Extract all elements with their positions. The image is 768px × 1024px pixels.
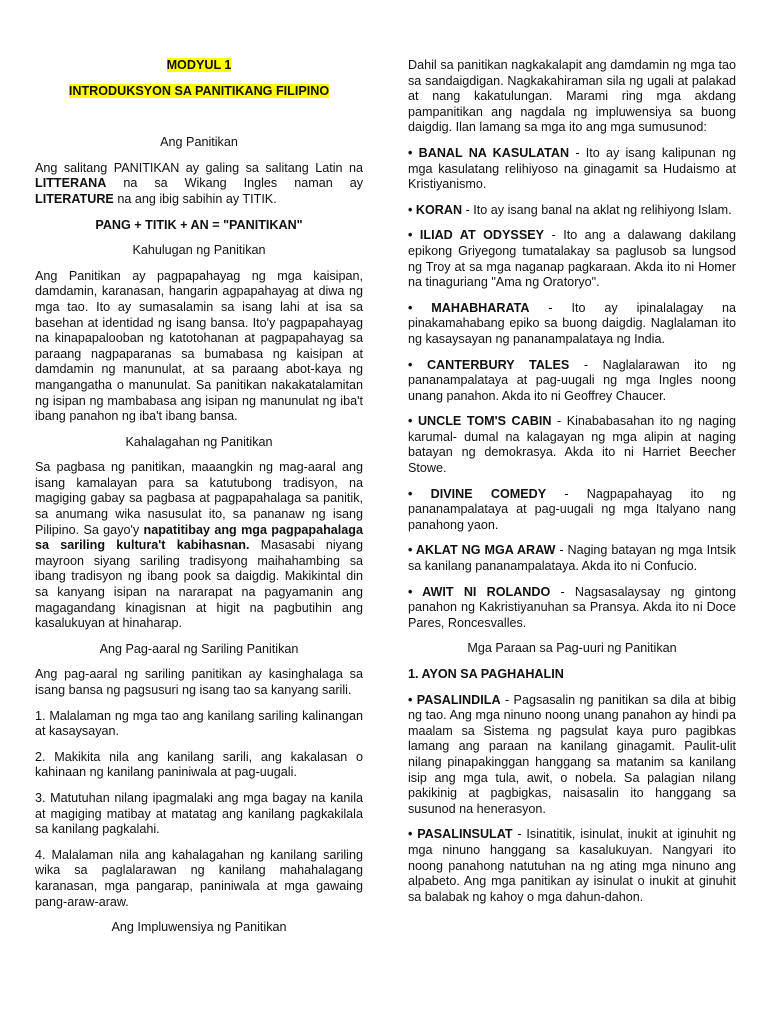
paragraph-impluwensiya: Dahil sa panitikan nagkakalapit ang damdamin ng mga tao sa sandaigdigan. Nagkakahiraman sila ng ugali at palakad at nang kakatulungan. Marami ring mga akdang pampanitikan ang nagdala ng impluwensiya sa buong daigdig. Ilan lamang sa mga ito ang mga sumusunod: — [408, 58, 736, 135]
module-heading: MODYUL 1 — [166, 58, 232, 72]
list-item-1: 1. Malalaman ng mga tao ang kanilang sariling kalinangan at kasaysayan. — [35, 708, 363, 739]
work-banal-na-kasulatan: • BANAL NA KASULATAN - Ito ay isang kalipunan ng mga kasulatang relihiyoso na ginagamit sa Hudaismo at Kristiyanismo. — [408, 145, 736, 192]
work-koran: • KORAN - Ito ay isang banal na aklat ng relihiyong Islam. — [408, 202, 732, 217]
intro-title: INTRODUKSYON SA PANITIKANG FILIPINO — [68, 83, 330, 98]
work-iliad-odyssey: • ILIAD AT ODYSSEY - Ito ang a dalawang dakilang epikong Griyegong tumatalakay sa paglusob sa lungsod ng Troy at sa mga naganap pagkaraan. Akda ito ni Homer na tinaguriang "Ama ng Oratoryo". — [408, 228, 736, 290]
formula: PANG + TITIK + AN = "PANITIKAN" — [95, 217, 303, 232]
right-column — [408, 58, 736, 915]
paragraph-kahulugan: Ang Panitikan ay pagpapahayag ng mga kaisipan, damdamin, karanasan, hangarin agpapahayag at diwa ng mga tao. Ito ay sumasalamin sa isang lahi at isa sa basehan at identidad ng isang bansa. Ito'y pagpapahayag na kinapapalooban ng katotohanan at pagpapahayag sa paraang nagpaparanas sa bumabasa ng kaisipan at damdamin ng manunulat, at sa paraang abot-kaya ng mangangatha o manunulat. Sa panitikan nakakatalamitan ng isipan ng mambabasa ang isipan ng manunulat ng iba't ibang panahon ng iba't ibang bansa. — [35, 268, 363, 424]
work-canterbury-tales: • CANTERBURY TALES - Naglalarawan ito ng pananampalataya at pag-uugali ng mga Ingles noong unang panahon. Akda ito ni Geoffrey Chaucer. — [408, 357, 736, 403]
work-uncle-toms-cabin: • UNCLE TOM'S CABIN - Kinababasahan ito ng naging karumal- dumal na kalagayan ng mga alipin at naging batayan ng demokrasya. Akda ito ni Harriet Beecher Stowe. — [408, 414, 736, 476]
list-item-4: 4. Malalaman nila ang kahalagahan ng kanilang sariling wika sa paglalarawan ng kanilang mahahalagang karanasan, mga pangarap, paniniwala at mga gawaing pang-araw-araw. — [35, 847, 363, 909]
paragraph-kahalagahan: Sa pagbasa ng panitikan, maaangkin ng mag-aaral ang isang kamalayan para sa katutubong tradisyon, na magiging gabay sa pagbasa at pagpapahalaga sa panitik, sa anumang wika nasusulat ito, sa pananaw ng isang Pilipino. Sa gayo'y napatitibay ang mga pagpapahalaga sa sariling kultura't kabihasnan. Masasabi niyang mayroon siyang sariling tradisyong maihahambing sa ibang tradisyon ng ibang pook sa daigdig. Makikintal din sa kanyang isipan na nararapat na pagyamanin ang magagandang kinagisnan at higit na pagbutihin ang kasalukuyan at hinaharap. — [35, 460, 363, 631]
left-column — [35, 58, 363, 946]
list-item-2: 2. Makikita nila ang kanilang sarili, ang kakalasan o kahinaan ng kanilang paniniwala at pag-uugali. — [35, 749, 363, 780]
paragraph-panitikan: Ang salitang PANITIKAN ay galing sa salitang Latin na LITTERANA na sa Wikang Ingles naman ay LITERATURE na ang ibig sabihin ay TITIK. — [35, 160, 363, 206]
heading-impluwensiya: Ang Impluwensiya ng Panitikan — [111, 920, 287, 935]
work-divine-comedy: • DIVINE COMEDY - Nagpapahayag ito ng pananampalataya at pag-uugali ng mga Italyano nang panahong yaon. — [408, 486, 736, 532]
heading-kahulugan: Kahulugan ng Panitikan — [132, 243, 266, 258]
work-aklat-ng-mga-araw: • AKLAT NG MGA ARAW - Naging batayan ng mga Intsik sa kanilang pananampalataya. Akda ito ni Confucio. — [408, 543, 736, 574]
heading-paraan: Mga Paraan sa Pag-uuri ng Panitikan — [467, 641, 677, 656]
paragraph-pagaaral: Ang pag-aaral ng sariling panitikan ay kasinghalaga sa isang bansa ng pagsusuri ng isang tao sa kanyang sarili. — [35, 667, 363, 697]
list-item-3: 3. Matutuhan nilang ipagmalaki ang mga bagay na kanila at magiging matibay at matatag ang kanilang pagkakilala sa kanilang pagkalahi. — [35, 790, 363, 837]
heading-ayon-sa-paghahalin: 1. AYON SA PAGHAHALIN — [408, 667, 564, 681]
form-pasalinsulat: • PASALINSULAT - Isinatitik, isinulat, inukit at iginuhit ng mga ninuno hanggang sa kasalukuyan. Nangyari ito noong panahong natutuhan na ng ating mga ninuno ang alpabeto. Ang mga panitikan ay isinulat o inukit at ginuhit sa balabak ng kahoy o mga dahun-dahon. — [408, 827, 736, 904]
heading-pagaaral: Ang Pag-aaral ng Sariling Panitikan — [99, 641, 299, 656]
form-pasalindila: • PASALINDILA - Pagsasalin ng panitikan sa dila at bibig ng tao. Ang mga ninuno noong unang panahon ay hindi pa maalam sa Sistema ng pagsulat kaya puro pagibkas lamang ang paraan na kanilang ginagamit. Paulit-ulit nilang pinapakinggan hanggang sa matanim sa kanilang isip ang mga tula, awit, o nobela. Sa palagian nilang pakikinig at pagbigkas, naisasalin ito hanggang sa susunod na henerasyon. — [408, 692, 737, 816]
work-mahabharata: • MAHABHARATA - Ito ay ipinalalagay na pinakamahabang epiko sa buong daigdig. Naglalaman ito ng kasaysayan ng pananampalataya ng India. — [408, 300, 736, 346]
heading-ang-panitikan: Ang Panitikan — [160, 135, 238, 150]
heading-kahalagahan: Kahalagahan ng Panitikan — [125, 434, 273, 449]
work-awit-ni-rolando: • AWIT NI ROLANDO - Nagsasalaysay ng gintong panahon ng Kakristiyanuhan sa Pransya. Akda ito ni Doce Pares, Roncesvalles. — [408, 584, 736, 630]
